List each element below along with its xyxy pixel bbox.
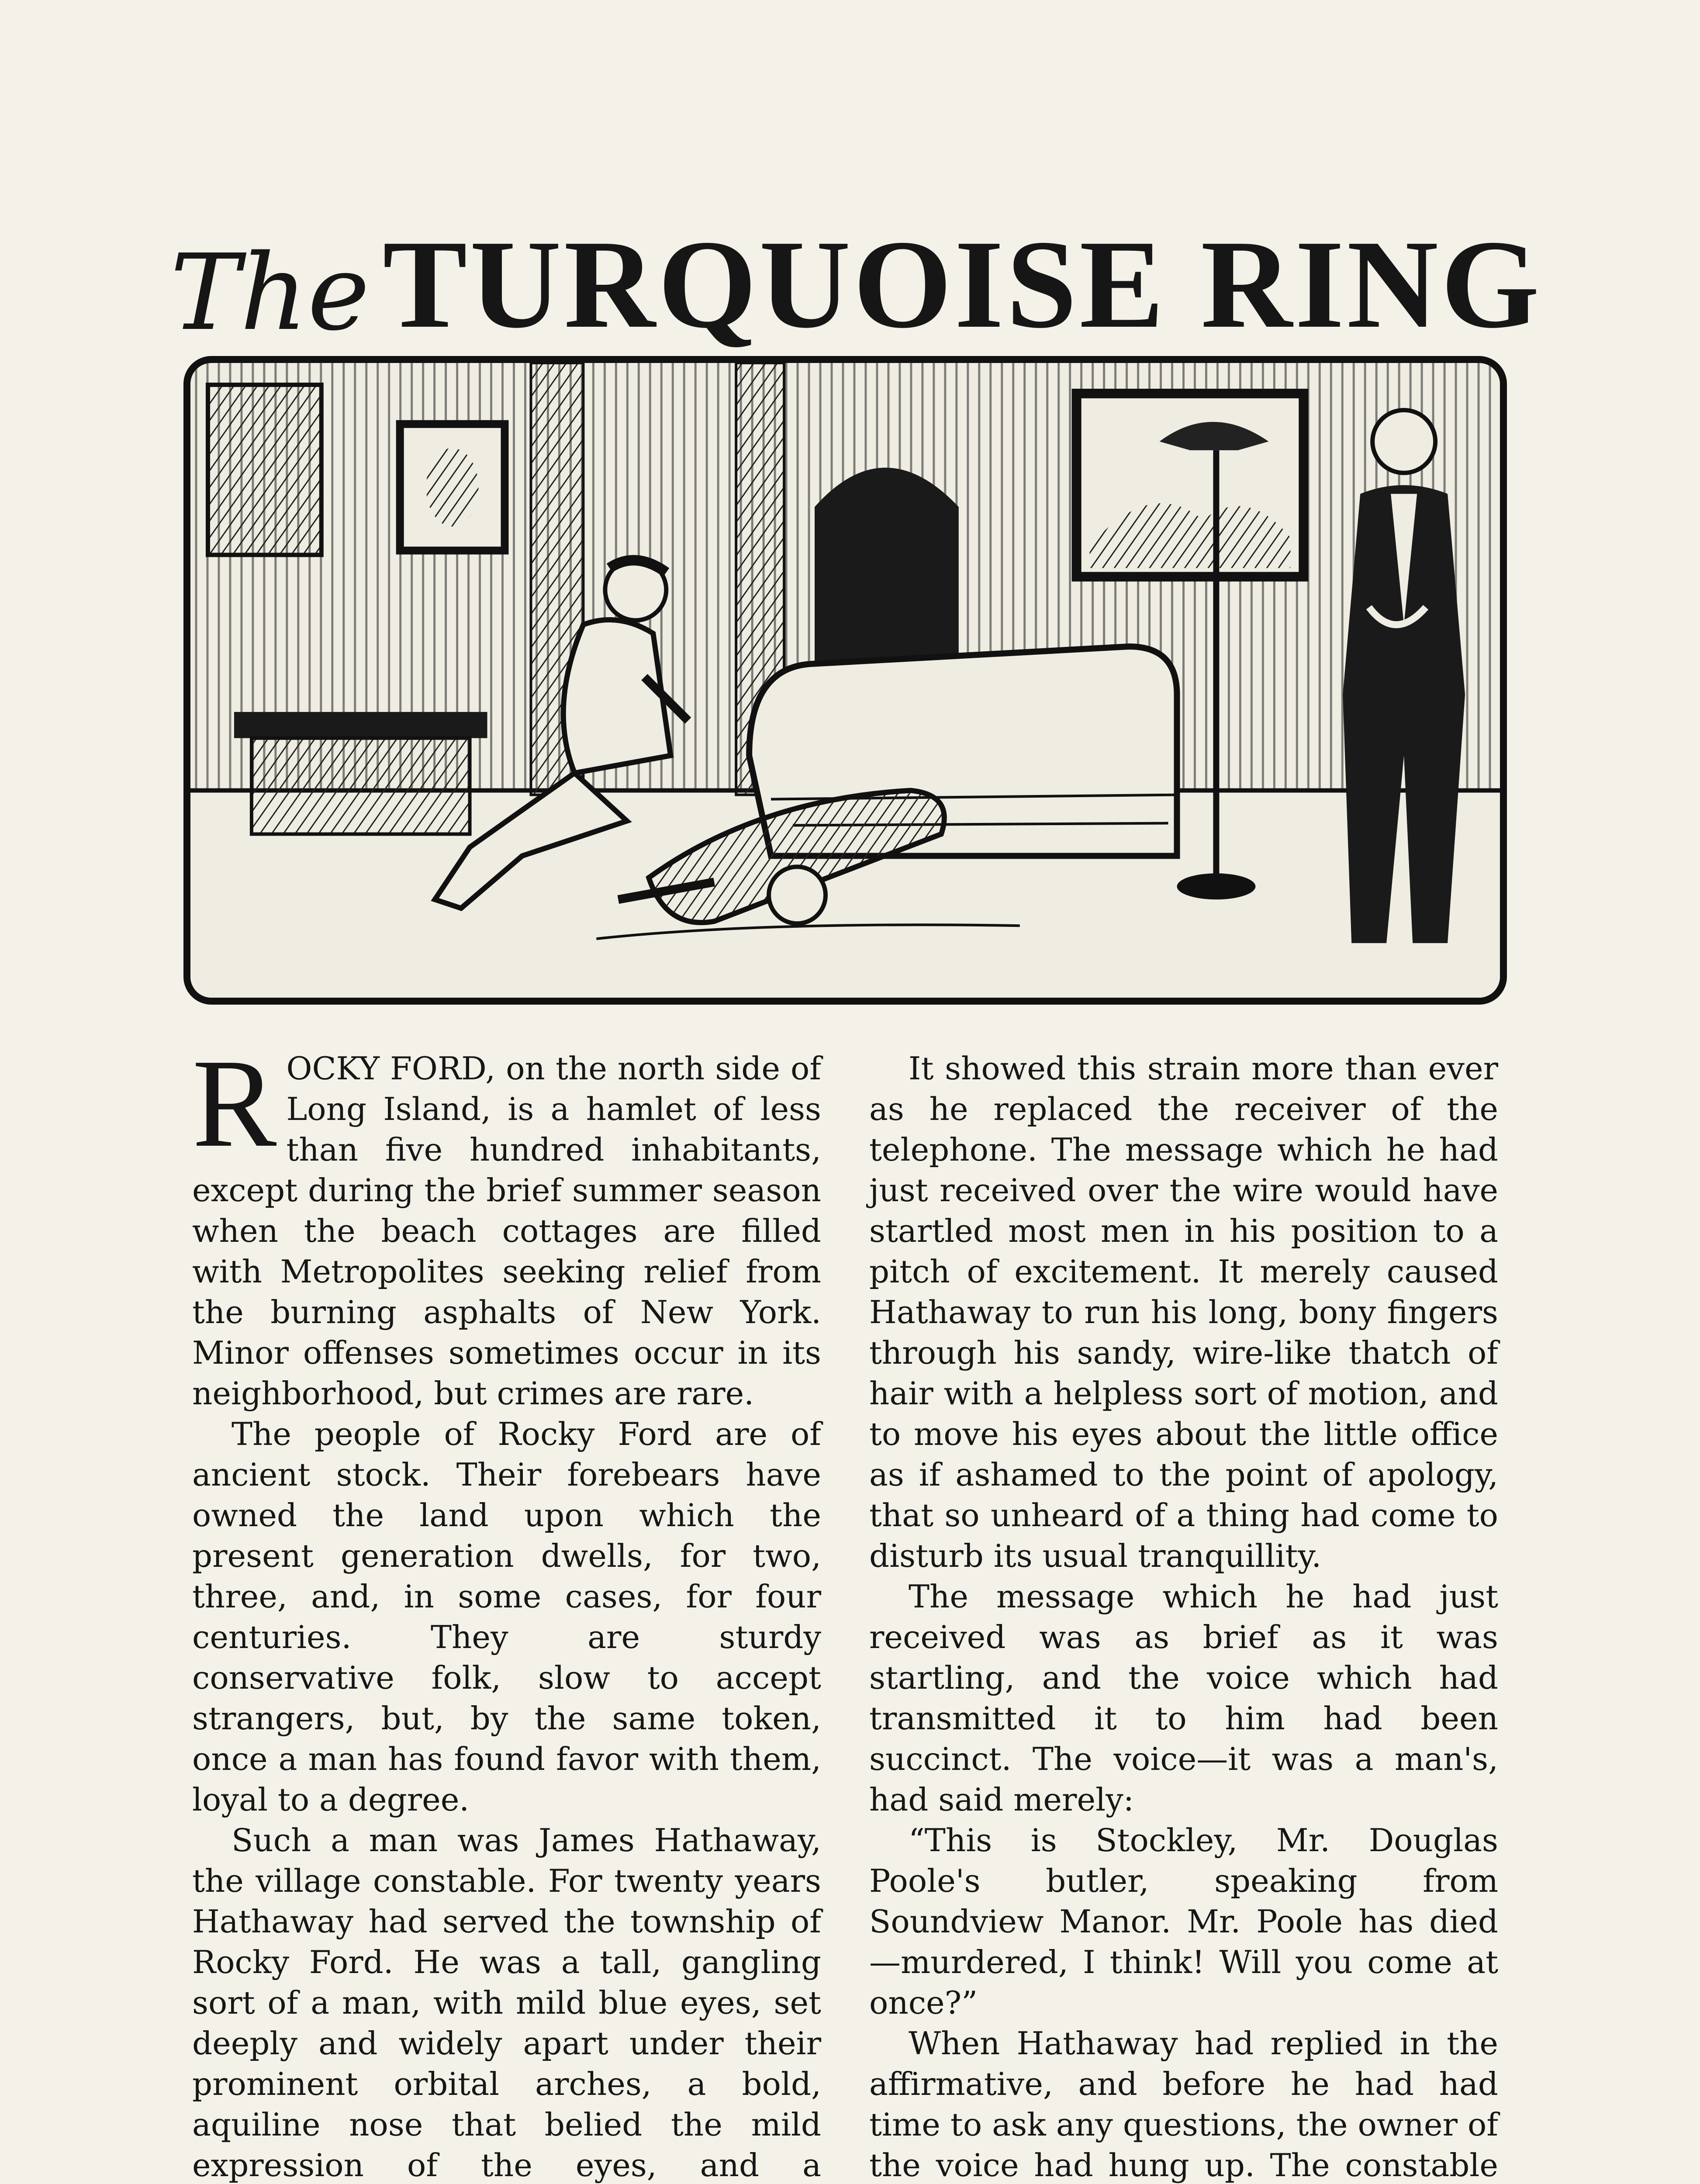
illustration-drawing — [190, 363, 1500, 998]
paragraph-1-text: OCKY FORD, on the north side of Long Island, is a hamlet of less than five hundred inhabitants, except during the brief summer season when the beach cottages are filled with Metropolites seeking relief from the burning asphalts of New York. Minor offenses sometimes occur in its neighborhood, but crimes are rare. — [192, 1050, 821, 1412]
tapestry-left — [208, 385, 321, 555]
paragraph-6: “This is Stockley, Mr. Douglas Poole's butler, speaking from Soundview Manor. Mr. Poole has died—murdered, I think! Will you come at once?” — [869, 1822, 1498, 2021]
side-table — [234, 712, 487, 738]
article-column-right — [869, 1048, 1498, 2184]
article-column-left — [192, 1033, 821, 2184]
title-main: TURQUOISE RING — [383, 214, 1542, 354]
drop-cap: R — [192, 1033, 277, 1173]
paragraph-7: When Hathaway had replied in the affirmative, and before he had had time to ask any questions, the owner of the voice had hung up. The constable — [869, 2025, 1498, 2184]
story-illustration — [183, 356, 1507, 1005]
paragraph-3: Such a man was James Hathaway, the village constable. For twenty years Hathaway had served the township of Rocky Ford. He was a tall, gangling sort of a man, with mild blue eyes, set deeply and widely apart under their prominent orbital arches, a bold, aquiline nose that belied the mild expression of the eyes, and a — [192, 1822, 821, 2184]
title-the: The — [170, 232, 370, 354]
paragraph-1 — [192, 1033, 821, 1414]
paragraph-4: It showed this strain more than ever as he replaced the receiver of the telephone. The message which he had just received over the wire would have startled most men in his position to a pitch of excitement. It merely caused Hathaway to run his long, bony fingers through his sandy, wire-like thatch of hair with a helpless sort of motion, and to move his eyes about the little office as if ashamed to the point of apology, that so unheard of a thing had come to disturb its usual tranquillity. — [869, 1050, 1498, 1574]
story-title — [170, 205, 1542, 363]
paragraph-2: The people of Rocky Ford are of ancient stock. Their forebears have owned the land upon which the present generation dwells, for two, three, and, in some cases, for four centuries. They are sturdy conservative folk, slow to accept strangers, but, by the same token, once a man has found favor with them, loyal to a degree. — [192, 1416, 821, 1818]
paragraph-5: The message which he had just received was as brief as it was startling, and the voice which had transmitted it to him had been succinct. The voice—it was a man's, had said merely: — [869, 1578, 1498, 1818]
